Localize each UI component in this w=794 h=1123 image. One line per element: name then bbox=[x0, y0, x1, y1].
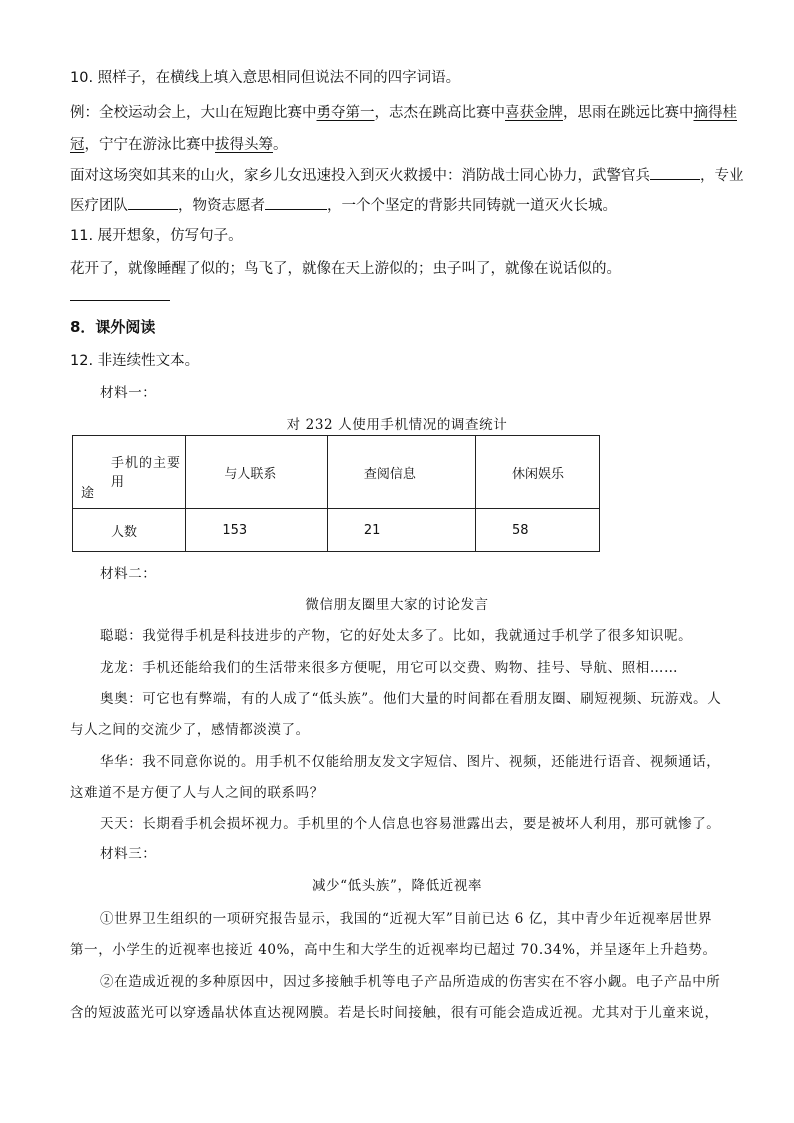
paragraph-line: ①世界卫生组织的一项研究报告显示，我国的“近视大军”目前已达 6 亿，其中青少年近视率居世界 bbox=[100, 911, 713, 927]
blank-3[interactable] bbox=[265, 195, 327, 210]
q10-prompt: 10. 照样子，在横线上填入意思相同但说法不同的四字词语。 bbox=[70, 70, 461, 86]
table-row bbox=[73, 509, 600, 552]
comment-line: 这难道不是方便了人与人之间的联系吗？ bbox=[70, 785, 324, 801]
comment-line: 聪聪：我觉得手机是科技进步的产物，它的好处太多了。比如，我就通过手机学了很多知识呢。 bbox=[100, 628, 693, 644]
q11-prompt: 11. 展开想象，仿写句子。 bbox=[70, 228, 243, 244]
table-cell: 21 bbox=[327, 509, 475, 552]
q10-task-line2 bbox=[70, 194, 617, 215]
comment-line: 天天：长期看手机会损坏视力。手机里的个人信息也容易泄露出去，要是被坏人利用，那可就惨了。 bbox=[100, 816, 721, 832]
blank-1[interactable] bbox=[650, 165, 700, 180]
task-text-a: 面对这场突如其来的山火，家乡儿女迅速投入到灭火救援中：消防战士同心协力，武警官兵 bbox=[70, 168, 650, 184]
column-header: 查阅信息 bbox=[327, 436, 475, 509]
task-text-e: ，一个个坚定的背影共同铸就一道灭火长城。 bbox=[327, 198, 617, 214]
example-word-1: 勇夺第一 bbox=[316, 105, 375, 121]
example-prefix: 例：全校运动会上，大山在短跑比赛中 bbox=[70, 105, 317, 121]
task-text-c: 医疗团队 bbox=[70, 198, 128, 214]
table-header-row bbox=[73, 436, 600, 509]
header-line-2: 途 bbox=[81, 486, 95, 501]
row-label: 人数 bbox=[73, 509, 186, 552]
task-text-b: ，专业 bbox=[700, 168, 744, 184]
material-3-label: 材料三： bbox=[100, 846, 157, 862]
blank-2[interactable] bbox=[128, 195, 178, 210]
answer-rule bbox=[70, 300, 170, 301]
comment-line: 华华：我不同意你说的。用手机不仅能给朋友发文字短信、图片、视频，还能进行语音、视频通话， bbox=[100, 754, 721, 770]
table-title: 对 232 人使用手机情况的调查统计 bbox=[286, 417, 508, 433]
header-line-1: 手机的主要用 bbox=[111, 456, 182, 490]
q10-example-cont bbox=[70, 133, 288, 154]
example-mid-2: ，思雨在跳远比赛中 bbox=[563, 105, 694, 121]
comment-line: 奥奥：可它也有弊端，有的人成了“低头族”。他们大量的时间都在看朋友圈、刷短视频、玩游戏。人 bbox=[100, 691, 722, 707]
column-header: 与人联系 bbox=[186, 436, 328, 509]
comment-line: 龙龙：手机还能给我们的生活带来很多方便呢，用它可以交费、购物、挂号、导航、照相…… bbox=[100, 660, 679, 676]
example-mid-3: ，宁宁在游泳比赛中 bbox=[84, 137, 215, 153]
column-header: 休闲娱乐 bbox=[475, 436, 599, 509]
material-3-title: 减少“低头族”，降低近视率 bbox=[311, 878, 483, 894]
paragraph-line: 含的短波蓝光可以穿透晶状体直达视网膜。若是长时间接触，很有可能会造成近视。尤其对于儿童来说， bbox=[70, 1005, 719, 1021]
example-word-2: 喜获金牌 bbox=[505, 105, 563, 121]
example-word-3b: 冠 bbox=[70, 137, 85, 153]
example-word-3a: 摘得桂 bbox=[693, 105, 737, 121]
paragraph-line: ②在造成近视的多种原因中，因过多接触手机等电子产品所造成的伤害实在不容小觑。电子产品中所 bbox=[100, 974, 721, 990]
section-heading: 8．课外阅读 bbox=[70, 318, 156, 336]
table-cell: 58 bbox=[475, 509, 599, 552]
q10-task-line1 bbox=[70, 164, 744, 185]
material-2-label: 材料二： bbox=[100, 566, 157, 582]
survey-table bbox=[72, 435, 600, 552]
q10-example bbox=[70, 101, 737, 122]
q11-sentence: 花开了，就像睡醒了似的；鸟飞了，就像在天上游似的；虫子叫了，就像在说话似的。 bbox=[70, 261, 621, 277]
example-end: 。 bbox=[273, 137, 288, 153]
example-mid-1: ，志杰在跳高比赛中 bbox=[374, 105, 505, 121]
task-text-d: ，物资志愿者 bbox=[178, 198, 265, 214]
material-1-label: 材料一： bbox=[100, 385, 157, 401]
q12-prompt: 12. 非连续性文本。 bbox=[70, 353, 200, 369]
paragraph-line: 第一，小学生的近视率也接近 40%，高中生和大学生的近视率均已超过 70.34%，并呈逐年上升趋势。 bbox=[70, 942, 717, 958]
table-cell: 153 bbox=[186, 509, 328, 552]
example-word-4: 拔得头筹 bbox=[215, 137, 273, 153]
material-2-title: 微信朋友圈里大家的讨论发言 bbox=[305, 597, 489, 613]
header-cell bbox=[73, 436, 186, 509]
comment-line: 与人之间的交流少了，感情都淡漠了。 bbox=[70, 722, 310, 738]
